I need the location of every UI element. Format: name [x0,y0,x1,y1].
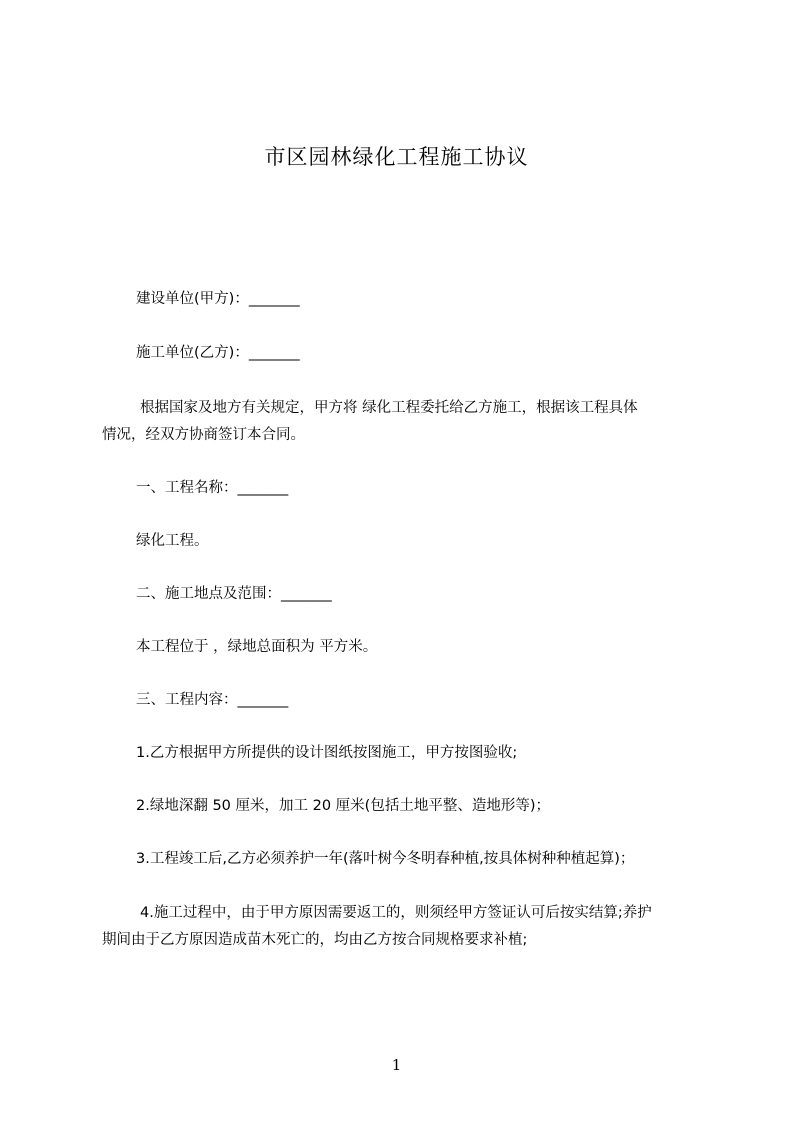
section-2-heading: 二、施工地点及范围：_______ [136,586,332,602]
section-3-item-2: 2.绿地深翻 50 厘米，加工 20 厘米(包括土地平整、造地形等)； [136,798,550,814]
section-1-content: 绿化工程。 [136,533,209,549]
preamble-line-1: 根据国家及地方有关规定，甲方将 绿化工程委托给乙方施工，根据该工程具体 [140,400,638,416]
preamble-line-2: 情况，经双方协商签订本合同。 [102,427,305,443]
page-title: 市区园林绿化工程施工协议 [264,145,529,169]
party-a-line: 建设单位(甲方)：_______ [136,291,300,307]
section-3-item-1: 1.乙方根据甲方所提供的设计图纸按图施工，甲方按图验收; [136,745,518,761]
section-3-item-4-line-2: 期间由于乙方原因造成苗木死亡的，均由乙方按合同规格要求补植; [102,932,528,948]
section-2-content: 本工程位于 ，绿地总面积为 平方米。 [136,639,378,655]
section-3-item-4 [102,900,716,954]
section-3-item-3: 3.工程竣工后,乙方必须养护一年(落叶树今冬明春种植,按具体树种种植起算)； [136,851,635,867]
party-b-line: 施工单位(乙方)：_______ [136,345,300,361]
section-1-heading: 一、工程名称：_______ [136,480,289,496]
section-3-item-4-line-1: 4.施工过程中，由于甲方原因需要返工的，则须经甲方签证认可后按实结算;养护 [140,905,652,921]
section-3-heading: 三、工程内容：_______ [136,692,289,708]
preamble-paragraph [102,395,716,449]
page-number: 1 [391,1056,402,1074]
